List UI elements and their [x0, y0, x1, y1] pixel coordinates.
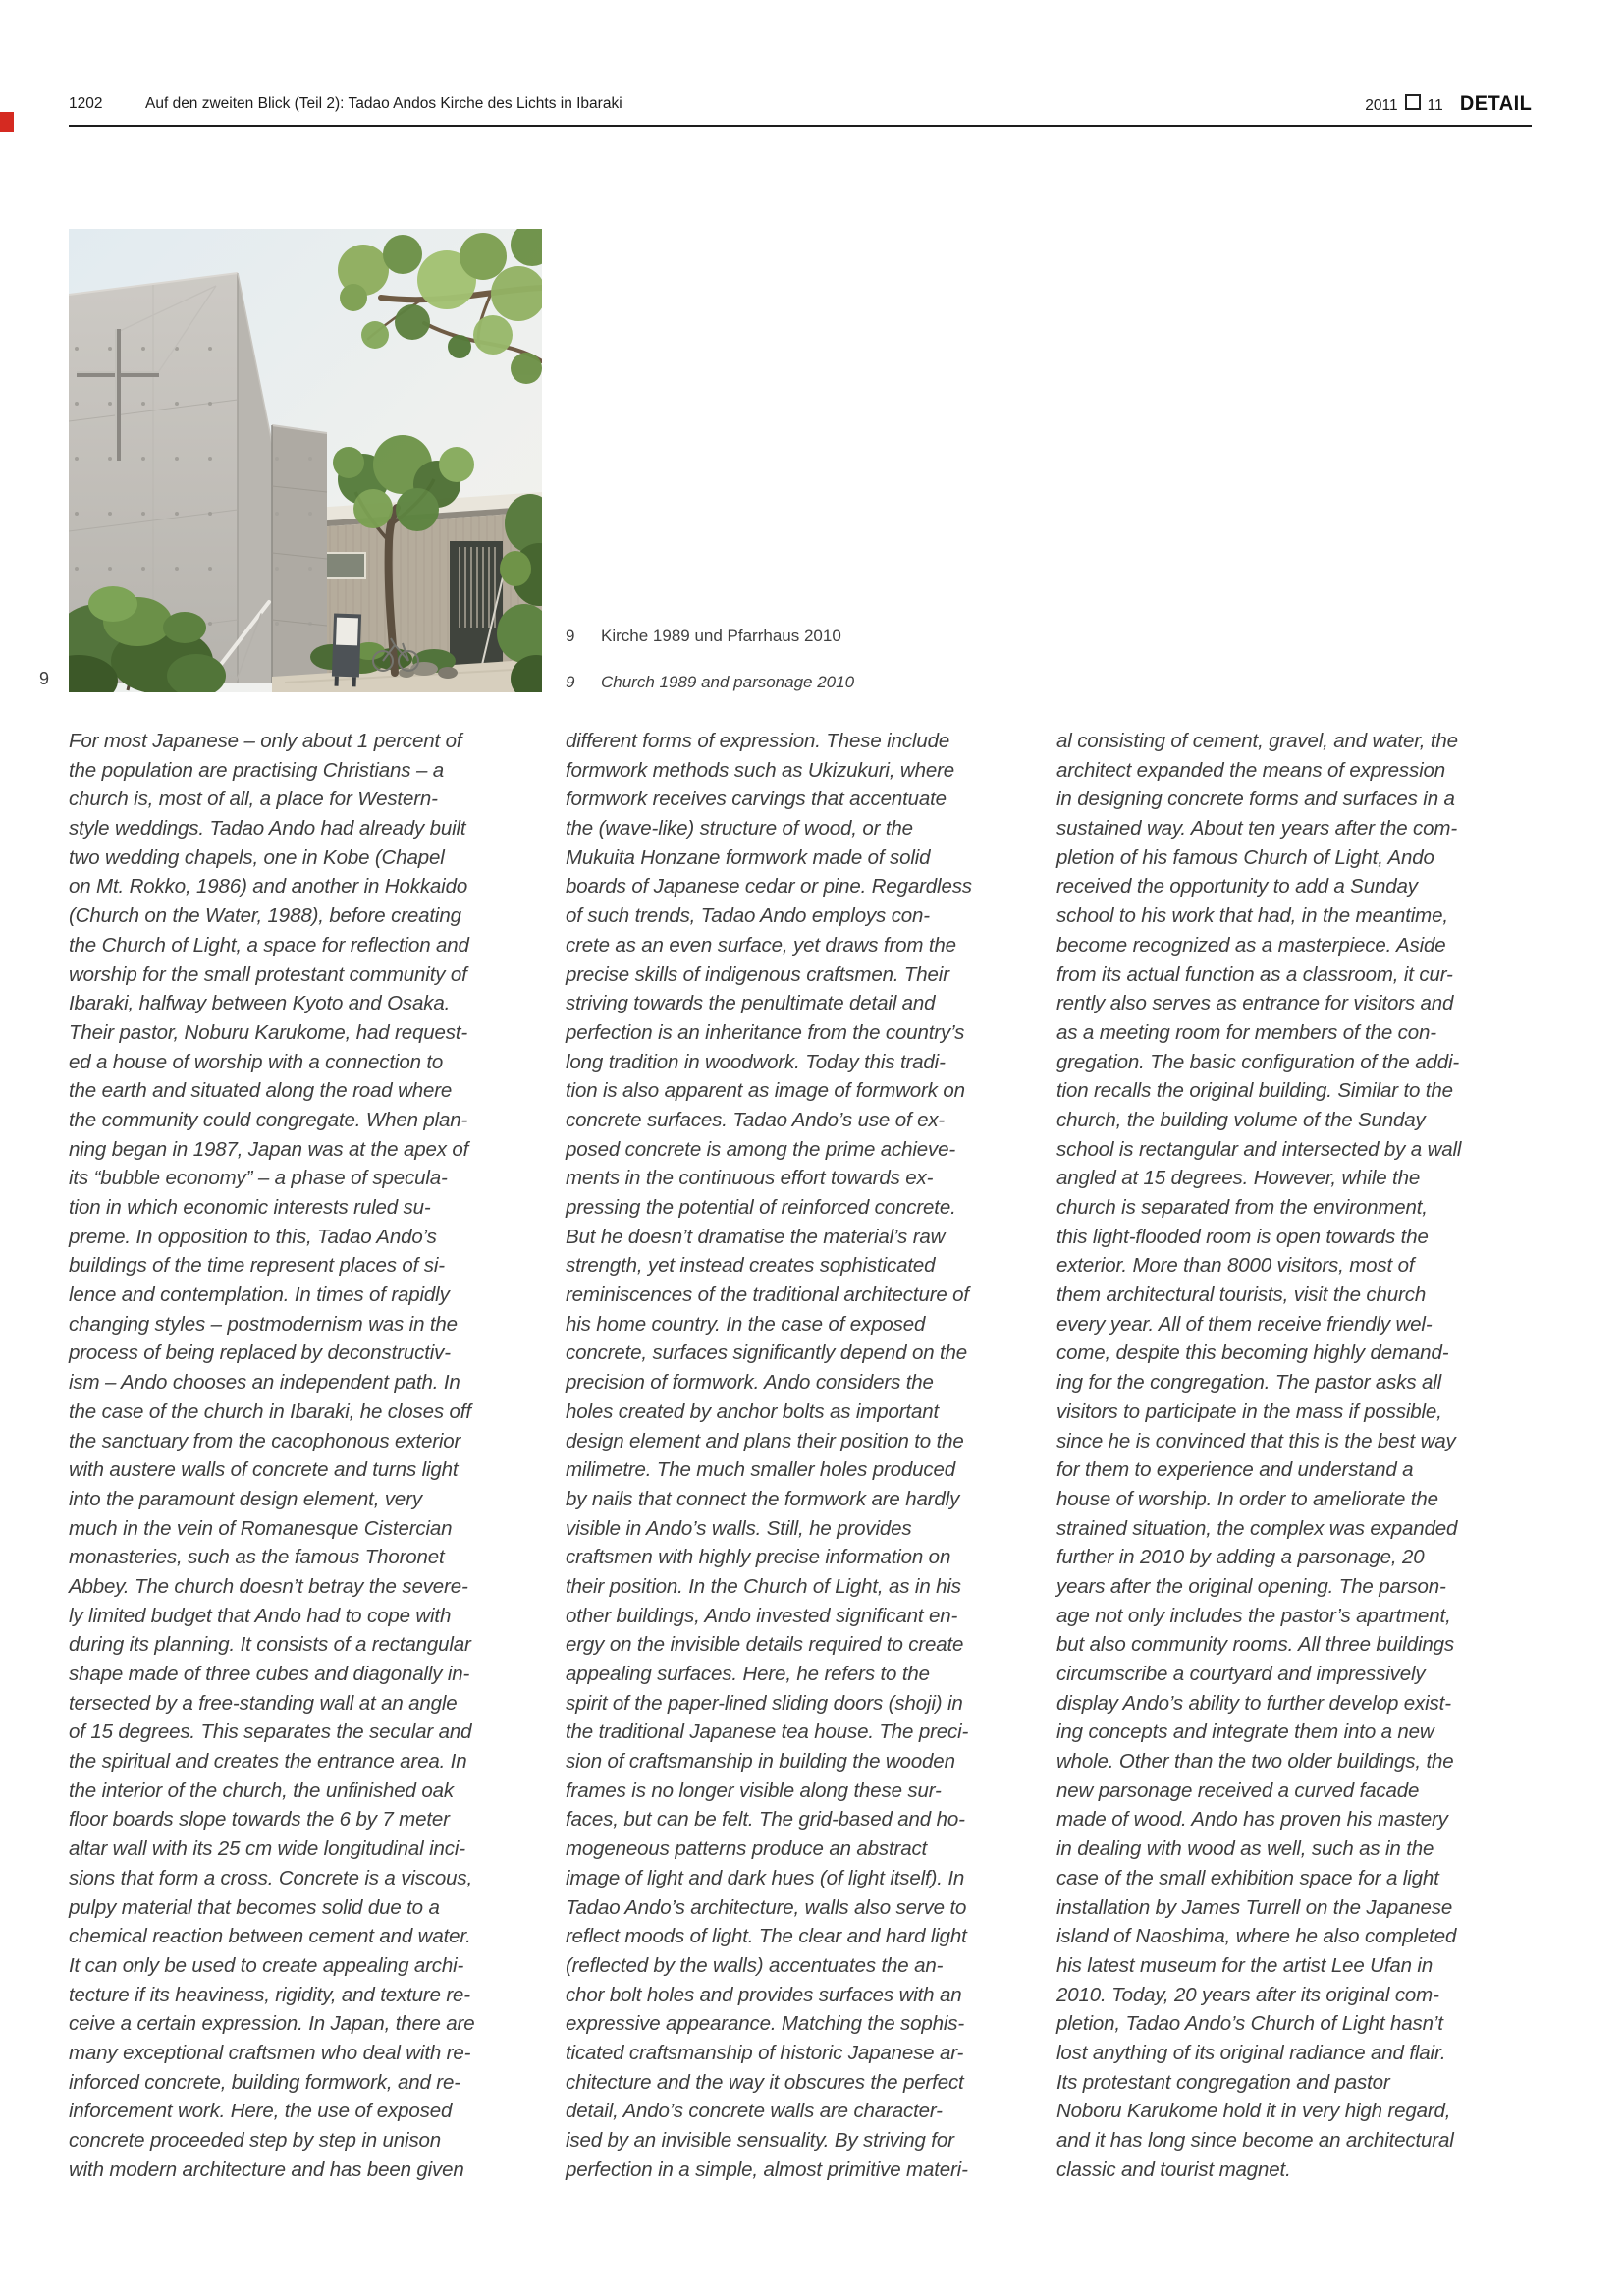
text-line: Abbey. The church doesn’t betray the severe- — [69, 1574, 468, 1598]
text-line: altar wall with its 25 cm wide longitudinal inci- — [69, 1837, 465, 1861]
text-line: circumscribe a courtyard and impressively — [1056, 1663, 1426, 1685]
text-line: house of worship. In order to ameliorate the — [1056, 1487, 1438, 1510]
text-line: exterior. More than 8000 visitors, most of — [1056, 1254, 1415, 1278]
issue-square-icon — [1405, 94, 1421, 110]
text-line: formwork receives carvings that accentuate — [566, 788, 947, 811]
text-line: into the paramount design element, very — [69, 1487, 422, 1510]
text-line: inforcement work. Here, the use of exposed — [69, 2100, 453, 2123]
text-line: changing styles – postmodernism was in the — [69, 1312, 458, 1336]
text-line: the interior of the church, the unfinished oak — [69, 1778, 454, 1802]
text-line: gregation. The basic configuration of the addi- — [1056, 1050, 1460, 1073]
text-line: shape made of three cubes and diagonally in- — [69, 1663, 470, 1685]
text-line: many exceptional craftsmen who deal with re- — [69, 2041, 471, 2064]
text-line: island of Naoshima, where he also completed — [1056, 1925, 1457, 1948]
text-line: other buildings, Ando invested significant en- — [566, 1604, 958, 1627]
issue-info — [1365, 92, 1532, 116]
text-line: the population are practising Christians – a — [69, 758, 444, 782]
text-line: of such trends, Tadao Ando employs con- — [566, 904, 930, 928]
text-line: preme. In opposition to this, Tadao Ando’s — [69, 1225, 437, 1248]
text-line: the (wave-like) structure of wood, or the — [566, 817, 913, 841]
text-line: buildings of the time represent places of si- — [69, 1254, 445, 1278]
text-line: much in the vein of Romanesque Cistercian — [69, 1516, 453, 1540]
text-line: posed concrete is among the prime achieve- — [566, 1137, 956, 1161]
text-line: further in 2010 by adding a parsonage, 20 — [1056, 1546, 1425, 1569]
text-line: chitecture and the way it obscures the perfect — [566, 2070, 964, 2094]
text-line: sions that form a cross. Concrete is a viscous, — [69, 1866, 473, 1889]
church-photo — [69, 229, 542, 692]
text-line: his latest museum for the artist Lee Ufan in — [1056, 1953, 1434, 1977]
text-line: (Church on the Water, 1988), before creating — [69, 904, 461, 928]
text-line: on Mt. Rokko, 1986) and another in Hokkaido — [69, 875, 468, 899]
text-line: their position. In the Church of Light, as in his — [566, 1574, 961, 1598]
text-line: For most Japanese – only about 1 percent of — [69, 730, 462, 752]
text-line: pulpy material that becomes solid due to a — [69, 1895, 440, 1919]
text-line: its “bubble economy” – a phase of specula- — [69, 1167, 448, 1190]
text-line: tersected by a free-standing wall at an angle — [69, 1691, 458, 1715]
text-line: by nails that connect the formwork are hardly — [566, 1487, 960, 1510]
issue-number: 11 — [1427, 97, 1443, 114]
text-line: visitors to participate in the mass if possible, — [1056, 1399, 1442, 1423]
text-line: angled at 15 degrees. However, while the — [1056, 1167, 1421, 1190]
text-line: pletion of his famous Church of Light, Ando — [1056, 846, 1434, 869]
text-line: the earth and situated along the road where — [69, 1079, 453, 1103]
text-line: Tadao Ando’s architecture, walls also serve to — [566, 1895, 967, 1919]
text-line: craftsmen with highly precise information on — [566, 1546, 951, 1569]
text-line: spirit of the paper-lined sliding doors (shoji) in — [566, 1691, 963, 1715]
text-line: image of light and dark hues (of light itself). In — [566, 1866, 965, 1889]
text-line: monasteries, such as the famous Thoronet — [69, 1546, 445, 1569]
text-line: church, the building volume of the Sunday — [1056, 1108, 1426, 1131]
text-line: this light-flooded room is open towards the — [1056, 1225, 1429, 1248]
text-line: pletion, Tadao Ando’s Church of Light hasn’t — [1056, 2012, 1443, 2036]
parsonage-window — [322, 553, 365, 578]
text-line: boards of Japanese cedar or pine. Regardless — [566, 875, 972, 899]
text-line: 2010. Today, 20 years after its original com- — [1056, 1983, 1439, 2006]
text-line: with austere walls of concrete and turns light — [69, 1458, 459, 1482]
text-line: lost anything of its original radiance and flair. — [1056, 2041, 1446, 2064]
text-line: the spiritual and creates the entrance area. In — [69, 1750, 467, 1774]
caption-english — [566, 673, 854, 692]
text-line: ing concepts and integrate them into a new — [1056, 1721, 1434, 1744]
text-line: the case of the church in Ibaraki, he closes off — [69, 1399, 471, 1423]
text-line: strength, yet instead creates sophisticated — [566, 1254, 936, 1278]
text-line: striving towards the penultimate detail and — [566, 992, 936, 1015]
text-line: strained situation, the complex was expanded — [1056, 1516, 1458, 1540]
text-line: church is separated from the environment, — [1056, 1196, 1428, 1219]
text-line: ly limited budget that Ando had to cope with — [69, 1604, 452, 1627]
page-number: 1202 — [69, 95, 103, 112]
text-line: formwork methods such as Ukizukuri, where — [566, 758, 955, 782]
text-line: style weddings. Tadao Ando had already built — [69, 817, 466, 841]
text-line: every year. All of them receive friendly wel- — [1056, 1312, 1433, 1336]
text-line: the sanctuary from the cacophonous exterior — [69, 1429, 461, 1452]
text-line: come, despite this becoming highly demand- — [1056, 1341, 1449, 1365]
text-line: It can only be used to create appealing archi- — [69, 1953, 464, 1977]
text-line: school is rectangular and intersected by a wall — [1056, 1137, 1462, 1161]
text-line: design element and plans their position to the — [566, 1429, 964, 1452]
text-line: mogeneous patterns produce an abstract — [566, 1837, 928, 1861]
text-line: Its protestant congregation and pastor — [1056, 2070, 1390, 2094]
text-line: concrete proceeded step by step in unison — [69, 2129, 442, 2152]
brand-logo: DETAIL — [1459, 92, 1532, 115]
text-line: concrete, surfaces significantly depend on the — [566, 1341, 968, 1365]
text-line: ised by an invisible sensuality. By striving for — [566, 2129, 954, 2152]
text-line: worship for the small protestant community of — [69, 962, 467, 986]
text-line: precise skills of indigenous craftsmen. Their — [566, 962, 949, 986]
text-line: inforced concrete, building formwork, and re- — [69, 2070, 460, 2094]
text-line: made of wood. Ando has proven his mastery — [1056, 1808, 1448, 1831]
text-line: faces, but can be felt. The grid-based and ho- — [566, 1808, 965, 1831]
text-line: his home country. In the case of exposed — [566, 1312, 926, 1336]
text-line: two wedding chapels, one in Kobe (Chapel — [69, 846, 445, 869]
text-line: case of the small exhibition space for a light — [1056, 1866, 1439, 1889]
caption-german — [566, 627, 841, 646]
issue-year: 2011 — [1365, 97, 1398, 114]
photo-freestanding-wall — [272, 425, 327, 683]
text-line: in dealing with wood as well, such as in the — [1056, 1837, 1434, 1861]
text-line: architect expanded the means of expression — [1056, 758, 1445, 782]
caption-text-en: Church 1989 and parsonage 2010 — [601, 673, 855, 691]
caption-text-de: Kirche 1989 und Pfarrhaus 2010 — [601, 627, 841, 645]
caption-number: 9 — [566, 627, 575, 645]
text-line: perfection in a simple, almost primitive materi- — [566, 2158, 968, 2181]
text-line: and it has long since become an architectural — [1056, 2129, 1454, 2152]
text-line: lence and contemplation. In times of rapidly — [69, 1284, 450, 1307]
text-line: with modern architecture and has been given — [69, 2158, 464, 2181]
text-line: ceive a certain expression. In Japan, there are — [69, 2012, 475, 2036]
text-line: detail, Ando’s concrete walls are character- — [566, 2100, 943, 2123]
text-line: visible in Ando’s walls. Still, he provides — [566, 1516, 912, 1540]
text-line: years after the original opening. The parson- — [1056, 1574, 1446, 1598]
text-line: classic and tourist magnet. — [1056, 2158, 1291, 2181]
text-line: since he is convinced that this is the best way — [1056, 1429, 1456, 1452]
text-line: expressive appearance. Matching the sophis- — [566, 2012, 965, 2036]
text-line: tion is also apparent as image of formwork on — [566, 1079, 965, 1103]
section-red-mark — [0, 112, 14, 132]
text-line: from its actual function as a classroom, it cur- — [1056, 962, 1453, 986]
text-line: church is, most of all, a place for Western- — [69, 788, 438, 811]
text-line: chor bolt holes and provides surfaces with an — [566, 1983, 962, 2006]
header-rule — [69, 125, 1532, 127]
running-title: Auf den zweiten Blick (Teil 2): Tadao Andos Kirche des Lichts in Ibaraki — [145, 95, 622, 112]
text-line: (reflected by the walls) accentuates the an- — [566, 1953, 944, 1977]
text-line: frames is no longer visible along these sur- — [566, 1778, 942, 1802]
text-line: of 15 degrees. This separates the secular and — [69, 1721, 472, 1744]
text-line: Ibaraki, halfway between Kyoto and Osaka. — [69, 992, 451, 1015]
text-line: perfection is an inheritance from the country’s — [566, 1020, 965, 1044]
text-line: age not only includes the pastor’s apartment, — [1056, 1604, 1451, 1627]
text-line: different forms of expression. These include — [566, 730, 950, 752]
text-line: precision of formwork. Ando considers the — [566, 1371, 934, 1394]
text-line: them architectural tourists, visit the church — [1056, 1284, 1427, 1307]
text-line: floor boards slope towards the 6 by 7 meter — [69, 1808, 450, 1831]
text-line: but also community rooms. All three buildings — [1056, 1633, 1454, 1657]
text-line: ing for the congregation. The pastor asks all — [1056, 1371, 1442, 1394]
text-line: process of being replaced by deconstructiv- — [69, 1341, 451, 1365]
text-line: the Church of Light, a space for reflection and — [69, 933, 469, 957]
text-line: crete as an even surface, yet draws from the — [566, 933, 956, 957]
text-line: reflect moods of light. The clear and hard light — [566, 1925, 967, 1948]
text-line: al consisting of cement, gravel, and water, the — [1056, 730, 1458, 752]
caption-number: 9 — [566, 673, 575, 691]
text-line: reminiscences of the traditional architecture of — [566, 1284, 969, 1307]
text-line: in designing concrete forms and surfaces in a — [1056, 788, 1455, 811]
figure-number-margin: 9 — [39, 669, 50, 688]
text-line: ed a house of worship with a connection to — [69, 1050, 444, 1073]
text-line: ergy on the invisible details required to create — [566, 1633, 964, 1657]
text-line: appealing surfaces. Here, he refers to the — [566, 1663, 930, 1685]
text-line: as a meeting room for members of the con- — [1056, 1020, 1436, 1044]
photo-sign-board — [332, 614, 362, 687]
text-line: holes created by anchor bolts as important — [566, 1399, 939, 1423]
text-line: Mukuita Honzane formwork made of solid — [566, 846, 931, 869]
text-line: display Ando’s ability to further develop exist- — [1056, 1691, 1451, 1715]
text-line: sustained way. About ten years after the com- — [1056, 817, 1458, 841]
text-line: sion of craftsmanship in building the wooden — [566, 1750, 955, 1774]
text-line: ism – Ando chooses an independent path. In — [69, 1371, 460, 1394]
article-column-2 — [566, 727, 1047, 2184]
text-line: milimetre. The much smaller holes produced — [566, 1458, 956, 1482]
text-line: ning began in 1987, Japan was at the apex of — [69, 1137, 469, 1161]
text-line: ments in the continuous effort towards ex- — [566, 1167, 934, 1190]
text-line: rently also serves as entrance for visitors and — [1056, 992, 1454, 1015]
text-line: pressing the potential of reinforced concrete. — [566, 1196, 956, 1219]
text-line: installation by James Turrell on the Japanese — [1056, 1895, 1453, 1919]
text-line: Their pastor, Noburu Karukome, had request- — [69, 1020, 468, 1044]
text-line: the community could congregate. When plan- — [69, 1108, 468, 1131]
text-line: school to his work that had, in the meantime, — [1056, 904, 1448, 928]
text-line: concrete surfaces. Tadao Ando’s use of ex- — [566, 1108, 946, 1131]
text-line: chemical reaction between cement and water. — [69, 1925, 471, 1948]
text-line: during its planning. It consists of a rectangular — [69, 1633, 471, 1657]
text-line: whole. Other than the two older buildings, the — [1056, 1750, 1454, 1774]
text-line: the traditional Japanese tea house. The preci- — [566, 1721, 969, 1744]
text-line: Noboru Karukome hold it in very high regard, — [1056, 2100, 1451, 2123]
text-line: new parsonage received a curved facade — [1056, 1778, 1420, 1802]
text-line: tecture if its heaviness, rigidity, and texture re- — [69, 1983, 470, 2006]
text-line: tion recalls the original building. Similar to the — [1056, 1079, 1453, 1103]
text-line: ticated craftsmanship of historic Japanese ar- — [566, 2041, 964, 2064]
text-line: long tradition in woodwork. Today this tradi- — [566, 1050, 946, 1073]
text-line: become recognized as a masterpiece. Aside — [1056, 933, 1446, 957]
text-line: tion in which economic interests ruled su- — [69, 1196, 431, 1219]
text-line: But he doesn’t dramatise the material’s raw — [566, 1225, 946, 1248]
article-column-1 — [69, 727, 550, 2184]
text-line: for them to experience and understand a — [1056, 1458, 1414, 1482]
article-column-3 — [1056, 727, 1538, 2184]
text-line: received the opportunity to add a Sunday — [1056, 875, 1418, 899]
